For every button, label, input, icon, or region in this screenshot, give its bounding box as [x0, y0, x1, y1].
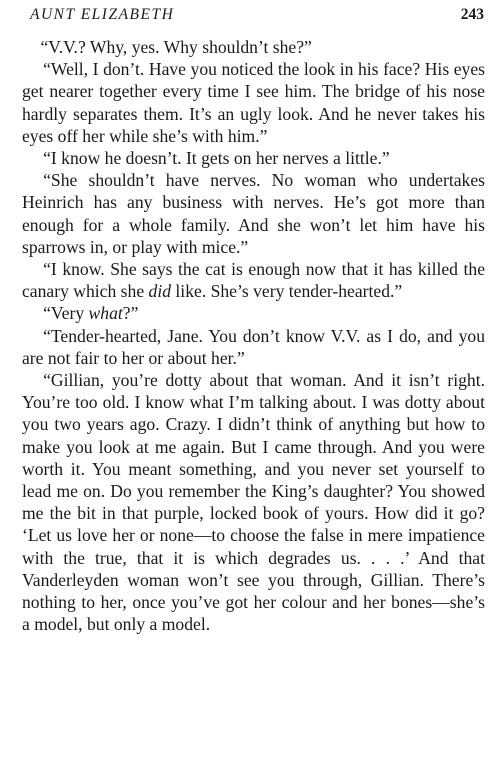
- paragraph: [22, 58, 485, 147]
- paragraph: [22, 169, 485, 258]
- text-segment: “Very: [43, 303, 89, 324]
- paragraph: [22, 369, 485, 635]
- italic-emphasis: did: [148, 281, 172, 302]
- text-segment: ?”: [122, 303, 139, 324]
- running-title: AUNT ELIZABETH: [30, 6, 175, 23]
- text-segment: “She shouldn’t have nerves. No woman who undertakes Heinrich has any business with nerves. He’s got more than enough for a whole family. And she won’t let him have his sparrows in, or play with mice.”: [22, 170, 485, 257]
- text-segment: “I know. She says the cat is enough now that it has killed the canary which she: [22, 259, 485, 302]
- text-segment: “V.V.? Why, yes. Why shouldn’t she?”: [40, 37, 312, 57]
- text-segment: “Tender-hearted, Jane. You don’t know V.V. as I do, and you are not fair to her or about her.”: [22, 325, 485, 368]
- text-segment: “I know he doesn’t. It gets on her nerves a little.”: [43, 148, 390, 169]
- paragraph: [22, 258, 485, 302]
- paragraph: [22, 36, 485, 58]
- paragraph: [22, 325, 485, 369]
- paragraph: [22, 302, 485, 324]
- paragraph: [22, 147, 485, 169]
- page-number: 243: [460, 6, 484, 23]
- italic-emphasis: what: [88, 303, 123, 324]
- text-segment: “Well, I don’t. Have you noticed the look in his face? His eyes get nearer together every time I see him. The bridge of his nose hardly separates them. It’s an ugly look. And he never takes his eyes off her while she’s with him.”: [22, 59, 485, 146]
- text-segment: “Gillian, you’re dotty about that woman. And it isn’t right. You’re too old. I know what I’m talking about. I was dotty about you two years ago. Crazy. I didn’t think of anything but how to make you look at me again. But I came through. And you were worth it. You meant something, and you never set yourself to lead me on. Do you remember the King’s daughter? You showed me the bit in that purple, locked book of yours. How did it go? ‘Let us love her or none—to choose the false in mere impatience with the true, that it is which degrades us. . . .’ And that Vanderleyden woman won’t see you through, Gillian. There’s nothing to her, once you’ve got her colour and her bones—she’s a model, but only a model.: [22, 370, 485, 635]
- running-head: [30, 6, 484, 28]
- body-text: [22, 36, 485, 635]
- text-segment: like. She’s very tender-hearted.”: [171, 281, 403, 302]
